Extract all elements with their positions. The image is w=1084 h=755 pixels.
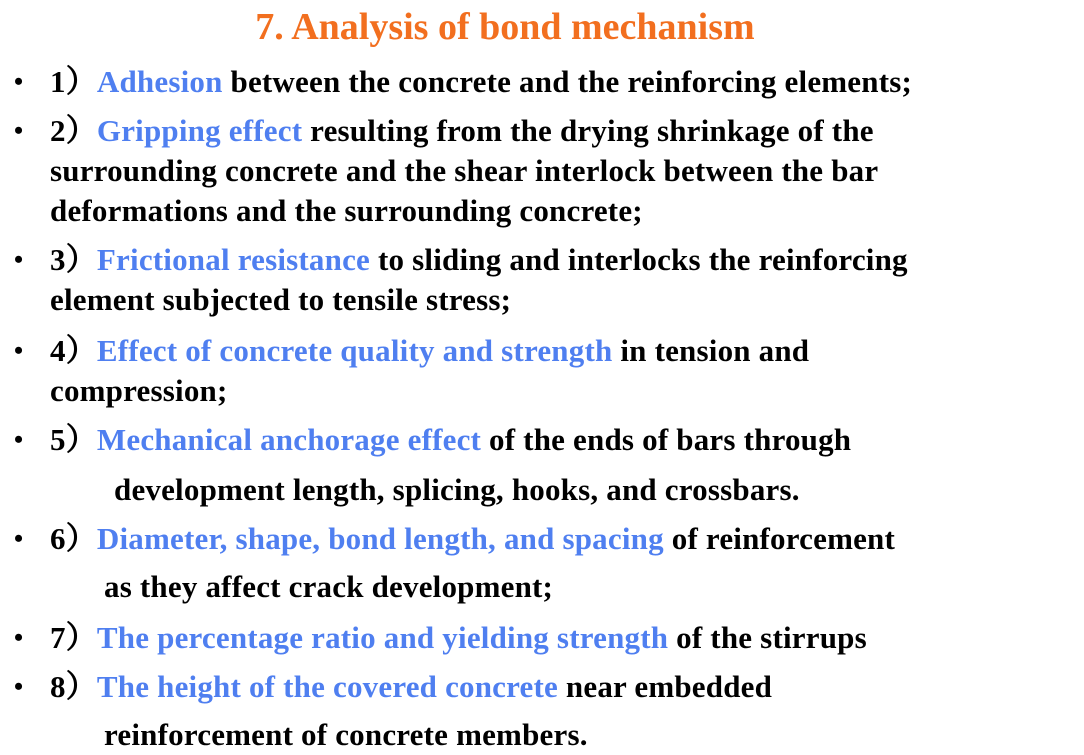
list-item-text: [50, 420, 1080, 510]
list-item-line: as they affect crack development;: [104, 569, 554, 604]
list-item-line: compression;: [50, 373, 228, 408]
item-text: resulting from the drying shrinkage of the: [302, 113, 874, 148]
item-text: of the ends of bars through: [481, 422, 852, 457]
item-highlight: Diameter, shape, bond length, and spacing: [96, 521, 664, 556]
item-highlight: Mechanical anchorage effect: [96, 422, 482, 457]
list-item-line: [50, 111, 1080, 151]
bullet-icon: •: [14, 623, 24, 652]
bullet-icon: •: [14, 336, 24, 365]
item-highlight: Gripping effect: [96, 113, 303, 148]
list-item-line: [50, 420, 1080, 460]
item-text: between the concrete and the reinforcing elements;: [222, 64, 913, 99]
item-text: in tension and: [612, 333, 810, 368]
list-item-line: [50, 240, 1080, 280]
item-text: to sliding and interlocks the reinforcing: [370, 242, 908, 277]
list-item-text: [50, 667, 1080, 755]
list-item-text: [50, 331, 1080, 411]
item-highlight: The height of the covered concrete: [96, 669, 558, 704]
item-number: 1）: [50, 64, 97, 99]
list-item-line: [50, 519, 1080, 559]
list-item-line: surrounding concrete and the shear interlock between the bar: [50, 153, 879, 188]
bullet-icon: •: [14, 425, 24, 454]
bullet-icon: •: [14, 67, 24, 96]
item-number: 3）: [50, 242, 97, 277]
list-item-line: development length, splicing, hooks, and crossbars.: [114, 472, 800, 507]
list-item-text: [50, 62, 1080, 102]
item-number: 4）: [50, 333, 97, 368]
item-text: of reinforcement: [663, 521, 896, 556]
list-item-line: reinforcement of concrete members.: [104, 717, 588, 752]
bullet-icon: •: [14, 524, 24, 553]
item-number: 8）: [50, 669, 97, 704]
bullet-icon: •: [14, 116, 24, 145]
list-item-line: deformations and the surrounding concrete;: [50, 193, 643, 228]
list-item-text: [50, 618, 1080, 658]
item-highlight: Adhesion: [96, 64, 223, 99]
item-highlight: The percentage ratio and yielding strength: [96, 620, 669, 655]
item-number: 6）: [50, 521, 97, 556]
bullet-icon: •: [14, 245, 24, 274]
item-number: 5）: [50, 422, 97, 457]
list-item-line: [50, 667, 1080, 707]
item-highlight: Frictional resistance: [96, 242, 370, 277]
slide-title: 7. Analysis of bond mechanism: [255, 6, 755, 48]
list-item-line: [50, 618, 1080, 658]
item-text: near embedded: [557, 669, 773, 704]
item-number: 7）: [50, 620, 97, 655]
list-item-line: element subjected to tensile stress;: [50, 282, 512, 317]
item-number: 2）: [50, 113, 97, 148]
list-item-text: [50, 111, 1080, 231]
list-item-line: [50, 62, 1080, 102]
list-item-line: [50, 331, 1080, 371]
item-text: of the stirrups: [668, 620, 867, 655]
list-item-text: [50, 519, 1080, 607]
bullet-icon: •: [14, 672, 24, 701]
list-item-text: [50, 240, 1080, 320]
item-highlight: Effect of concrete quality and strength: [96, 333, 613, 368]
